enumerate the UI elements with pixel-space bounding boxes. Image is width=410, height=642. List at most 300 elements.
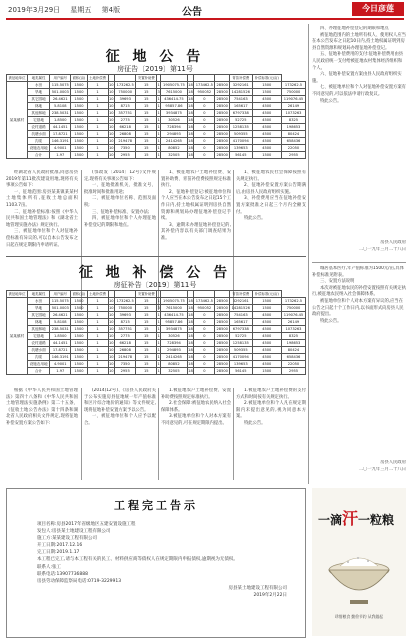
table-cell: 沟渠 [27,138,49,145]
table-cell: 15 [136,110,157,117]
table-header-cell [215,291,230,298]
table-cell: 1 [87,312,108,319]
table-cell: 1 [157,326,160,331]
table-cell: 0 [194,361,215,368]
ad-title-red: 汗 [342,509,359,528]
bowl-illustration [320,536,398,610]
table-cell: 28500 [216,82,228,87]
table-cell: 119076.45 [281,96,305,103]
table-cell: 173462.5 [194,298,215,305]
table-cell: 1 [87,305,108,312]
table-cell: 18 [188,103,193,108]
paragraph: 1.被征地农户土地补偿费的支付方式和时间按有关规定执行。 [236,388,306,400]
ad-title-post: 一粒粮 [358,513,395,527]
table-header-row [7,75,306,82]
table-cell: 18 [188,347,193,352]
table-cell: 18 [188,96,193,101]
paragraph: 被征地范围内的土地所有权人、使用权人应当在本公告发布之日起10日内,持土地权属证明到房县自然资源和规划局办理征地补偿登记。 [312,32,406,51]
table-cell: 2955 [115,152,136,159]
table-cell: 10 [109,131,114,136]
table-cell: 165617 [230,319,253,326]
table-cell: 1 [157,145,160,150]
table-cell: 1 [87,368,108,375]
paragraph: 2、征地补偿登记:被征地单位和个人应当在本公告发布之日起15个工作日内,持土地权属证明到房县自然资源和规划局办理征地补偿登记手续。 [161,189,231,222]
table-cell: 728394 [161,340,188,347]
table-cell: 10 [109,96,114,101]
table-cell: 18 [188,145,193,150]
table-cell: 28500 [216,312,228,317]
notice1-table [6,74,306,159]
table-cell: 28500 [216,305,228,310]
table-cell: 44.1451 [50,124,71,131]
table-cell: 2414265 [161,354,188,361]
table-cell: 水田 [27,82,49,89]
table-cell: 1500 [71,103,87,110]
table-cell: 15 [136,138,157,145]
paragraph: 特此公告。 [244,420,266,426]
table-cell: 1 [157,312,160,317]
paragraph: 城居基本医疗,年产值标准为1500元/亩,具体补偿标准见附表。 [312,266,404,278]
table-row [7,138,306,145]
table-cell: 28500 [216,124,228,129]
table-unit-cell: 某某镇村 [7,298,28,375]
table-cell: 28500 [216,117,228,122]
table-cell: 1500 [71,152,87,159]
table-cell: 26.4621 [50,312,71,319]
table-cell: 509355 [230,131,253,138]
sidebar-top-signature: 房县人民政府 [380,240,406,245]
table-cell: 1 [87,361,108,368]
table-cell: 0 [194,117,215,124]
paragraph: 被征地单位和个人对本方案有异议的,应当在公告之日起十个工作日内,以书面形式向房县人民政府提出。 [312,298,404,318]
table-cell: 沟渠 [27,354,49,361]
table-row [7,347,306,354]
table-cell: 1 [157,152,160,157]
table-cell: 80852 [161,145,188,152]
table-cell: 14281526 [230,89,253,96]
table-cell: 238.5031 [50,326,71,333]
table-row [7,326,306,333]
table-cell: 1 [157,103,160,108]
table-cell: 658436 [281,138,305,145]
table-header-cell [215,75,230,82]
table-cell: 139653 [230,145,253,152]
table-row [7,368,306,375]
table-cell: 0 [194,103,215,110]
table-cell: 139653 [230,361,253,368]
completion-line: 开工日期:2017.12.16 [37,543,83,549]
table-cell: 28500 [216,89,228,94]
table-row [7,340,306,347]
table-cell: 15 [136,131,157,138]
table-cell: 1500 [71,124,87,131]
table-cell: 2414265 [161,138,188,145]
table-cell: 1 [87,347,108,354]
table-cell: 15 [136,82,157,89]
table-cell: 4500 [252,333,281,340]
notice2-column-3 [161,388,231,480]
table-cell: 18 [188,326,193,331]
table-cell: 95857.86 [161,319,188,326]
table-cell: 0 [194,138,215,145]
table-cell: 658436 [281,354,305,361]
table-cell: 1500 [71,131,87,138]
table-cell: 1 [157,347,160,352]
table-cell: 1 [87,103,108,110]
table-cell: 10 [109,312,114,317]
table-cell: 728394 [161,124,188,131]
table-header-cell [194,75,215,82]
table-cell: 18 [188,82,193,87]
paragraph: 一、征地批准机关、批准文号、批准时间和批准用途; [84,183,156,195]
table-cell: 173262.5 [281,298,305,305]
table-cell: 10 [109,305,114,310]
table-cell: 1 [157,131,160,136]
paragraph: 2.社会保障:被征地农民纳入社会保障体系。 [161,401,231,413]
table-cell: 357751 [115,110,136,117]
table-cell: 15 [136,340,157,347]
table-header-cell: 补偿标准(元/亩) [252,291,281,298]
table-header-cell [161,75,188,82]
header-rule [6,18,404,20]
table-cell: 26.4621 [50,96,71,103]
table-cell: 3 [157,305,160,310]
table-cell: 15 [136,361,157,368]
table-cell: 1500 [71,340,87,347]
table-cell: 56145 [230,152,253,159]
sidebar-mid-date: 二〇一九年三月二十八日 [358,467,406,472]
paragraph: (鄂政发〔2014〕12号)文件规定,现将有关事项公告如下: [84,170,156,182]
table-cell: 3292161 [230,298,253,305]
completion-line: 2019年2月22日 [253,592,287,598]
table-cell: 宅基地 [27,117,49,124]
table-cell: 设施农用地 [27,145,49,152]
table-cell: 18 [188,298,193,303]
table-cell: 80852 [161,361,188,368]
table-cell: 15 [136,333,157,340]
table-cell: 0 [194,333,215,340]
table-cell: 18 [188,354,193,359]
table-cell: 39693 [115,96,136,103]
table-cell: 28500 [216,319,228,324]
table-cell: 10 [109,333,114,338]
table-cell: 28500 [216,368,228,373]
table-cell: 4500 [252,96,281,103]
table-cell: 950052 [194,89,215,96]
sidebar-rule [312,262,406,263]
table-cell: 1 [87,89,108,96]
table-cell: 1 [87,145,108,152]
table-cell: 66218 [115,124,136,131]
table-cell: 1 [157,340,160,345]
table-cell: 1 [157,96,160,101]
table-cell: 15 [136,319,157,326]
paragraph: 特此公告。 [244,216,266,222]
table-cell: 146.3191 [50,354,71,361]
notice2-table [6,290,306,375]
table-cell: 4500 [252,361,281,368]
table-cell: 1073263 [281,110,305,117]
table-header-cell: 土地补偿费 [87,291,108,298]
table-cell: 1500 [252,298,281,305]
table-row [7,312,306,319]
table-cell: 26149 [281,319,305,326]
table-cell: 22050 [281,361,305,368]
table-cell: 1500 [71,368,87,375]
table-cell: 15 [136,354,157,361]
table-cell: 1 [157,333,160,338]
notice1-title: 征 地 公 告 [105,49,205,65]
completion-line: 施工方:某某建设工程有限公司 [37,536,98,542]
table-cell: 1 [157,82,160,87]
table-cell: 80424 [281,131,305,138]
table-cell: 1 [87,82,108,89]
table-cell: 10 [109,124,114,129]
paragraph: (2014)12号)、《房县人民政府关于公布实施房县征地统一年产值标准和区片综合地价的通知》等文件规定,现将征地补偿安置方案予以公告。 [84,388,156,413]
table-header-cell: 用户编号 [50,75,71,82]
table-cell: 754163 [230,96,253,103]
table-row [7,89,306,96]
notice-separator [6,256,306,257]
table-cell: 1500 [71,138,87,145]
table-cell: 165617 [230,103,253,110]
paragraph: 三、征地补偿标准、安置办法; [92,209,150,215]
table-row [7,145,306,152]
table-cell: 56145 [230,368,253,375]
table-cell: 28500 [216,361,228,366]
table-cell: 5.8108 [50,319,71,326]
completion-line: 联系人:张工 [37,564,62,570]
table-cell: 0 [194,124,215,131]
table-cell: 宅基地 [27,333,49,340]
table-cell: 4500 [252,124,281,131]
table-cell: 10 [109,138,114,143]
table-cell: 4500 [252,354,281,361]
table-cell: 4170094 [230,354,253,361]
table-cell: 10 [109,361,114,366]
header-meta [8,5,128,15]
table-cell: 1500 [71,82,87,89]
table-cell: 146.3191 [50,138,71,145]
table-cell: 2775 [115,117,136,124]
table-cell: 15 [136,305,157,312]
notice2-subtitle: 房征补告〔2019〕第11号 [113,281,197,289]
table-row [7,117,306,124]
table-cell: 0 [194,110,215,117]
table-cell: 32505 [161,368,188,375]
table-cell: 18 [188,131,193,136]
table-row [7,354,306,361]
paragraph: 3、补偿费用应当在征地补偿安置方案批准之日起三个月内全额支付。 [236,196,306,215]
table-cell: 1500 [71,305,87,312]
table-cell: 4500 [252,326,281,333]
paragraph: 三、安置方法说明 [320,279,355,285]
table-cell: 15 [136,152,157,159]
table-cell: 坑塘水面 [27,347,49,354]
table-row [7,319,306,326]
public-service-ad [312,488,406,636]
table-cell: 950052 [194,305,215,312]
table-row [7,361,306,368]
table-cell: 10 [109,103,114,108]
table-cell: 28500 [216,347,228,352]
paragraph: 3、逾期未办理征地补偿登记的,其补偿内容以有关部门调查结果为准。 [161,222,231,241]
table-cell: 28500 [216,138,228,143]
table-cell: 26149 [281,103,305,110]
table-cell: 28500 [216,145,228,150]
table-cell: 52725 [230,117,253,124]
table-cell: 1 [157,368,160,373]
paragraph: 五、征地补偿费用的支付:征地补偿费用由县人民政府统一支付给被征地农村集体经济组织和个人。 [312,52,404,71]
table-header-cell [161,291,188,298]
table-cell: 15 [136,89,157,96]
table-header-cell: 面积(亩) [72,75,86,80]
table-cell: 10 [109,354,114,359]
table-cell: 39693 [115,312,136,319]
table-cell: 18 [188,312,193,317]
table-cell: 2955 [115,368,136,375]
table-cell: 5.8108 [50,103,71,110]
table-cell: 8715 [115,319,136,326]
table-cell: 1500 [252,368,281,375]
table-cell: 28500 [216,110,228,115]
table-header-cell [115,291,136,298]
table-cell: 0 [194,347,215,354]
table-cell: 22050 [281,145,305,152]
table-header-row [7,291,306,298]
column-divider [158,388,159,480]
table-cell: 其他林地 [27,110,49,117]
table-cell: 509355 [230,347,253,354]
table-cell: 水田 [27,298,49,305]
paragraph: 特此公告。 [320,98,342,104]
table-header-cell [115,75,136,82]
table-cell: 1 [87,96,108,103]
table-cell: 10 [109,319,114,324]
table-row [7,298,306,305]
table-cell: 15 [136,368,157,375]
table-cell: 1905075.75 [161,298,188,305]
paragraph: 2、征地补偿安置方案公告期满后,由房县人民政府组织实施。 [236,183,306,195]
completion-line: 联系电话:13907736888 [37,571,89,577]
table-cell: 95857.86 [161,103,188,110]
table-cell: 294893 [161,347,188,354]
table-header-cell: 地类属性 [27,75,49,82]
table-cell: 1500 [71,354,87,361]
section-title: 公告 [182,7,202,18]
paragraph: 1、被征地农户土地补偿费、安置补助费、青苗补偿费按照规定标准执行。 [161,170,231,189]
notice1-subtitle: 房征告〔2019〕第11号 [117,65,193,73]
completion-line: 项目名称:房县2017年省级地区五建安置设施工程 [37,522,136,527]
table-header-cell: 青苗补偿费 [230,291,253,298]
table-cell: 198653 [281,340,305,347]
table-cell: 0 [194,319,215,326]
completion-notice-body [37,521,287,599]
table-cell: 1258135 [230,340,253,347]
paragraph: 1、被征地农民社会保障按照有关规定执行。 [236,170,306,182]
table-cell: 1 [87,138,108,145]
table-header-cell: 土地补偿费 [87,75,108,82]
table-cell: 15 [136,103,157,110]
table-cell: 设施农用地 [27,361,49,368]
table-cell: 10 [109,145,114,150]
table-cell: 2955 [281,152,305,159]
table-cell: 1 [87,152,108,159]
table-cell: 其它园地 [27,312,49,319]
paragraph: 根据《中华人民共和国土地管理法》第四十八条和《中华人民共和国土地管理法实施条例》第二十五条、《征收土地公告办法》第十四条和湖北省人民政府相关文件规定,现将征地补偿安置方案公告如下: [6,388,78,426]
paragraph: 一、征地范围:房县某某镇某某村土地集体所有,征收土地总面积1103.7亩。 [6,189,78,208]
table-cell: 坑塘水面 [27,131,49,138]
paragraph: 3.被征地单位和个人对本方案有不同意见的,可在规定期限内提出。 [161,414,231,426]
table-cell: 林地 [27,319,49,326]
completion-line: 房县劳动保障监察局电话:0719-3229913 [37,578,122,584]
table-cell: 10 [109,117,114,122]
table-cell: 436414.75 [161,96,188,103]
table-cell: 173262.5 [281,82,305,89]
table-cell: 1500 [71,117,87,124]
table-cell: 28500 [216,354,228,359]
completion-notice-title: 工程完工告示 [114,499,198,512]
table-cell: 10 [109,152,114,157]
table-cell: 10 [109,82,114,87]
table-cell: 119076.45 [281,312,305,319]
table-cell: 44.1451 [50,340,71,347]
table-cell: 10 [109,347,114,352]
table-header-cell: 安置补助费 [136,75,157,82]
paragraph: 1.被征地农户土地补偿费、安置补助费按照规定标准执行。 [161,388,231,400]
table-cell: 1 [87,354,108,361]
table-cell: 52725 [230,333,253,340]
notice2-column-2 [84,388,156,480]
table-cell: 1 [157,361,160,366]
completion-notice [6,488,306,638]
table-cell: 0 [194,145,215,152]
table-cell: 173262.5 [115,82,136,89]
table-cell: 1.97 [50,368,71,375]
table-row [7,131,306,138]
ad-title-pre: 一滴 [318,513,343,527]
table-cell: 219478 [115,354,136,361]
table-cell: 28500 [216,298,228,303]
table-cell: 1500 [71,347,87,354]
table-cell: 林地 [27,103,49,110]
table-cell: 219478 [115,138,136,145]
table-cell: 1500 [252,89,281,96]
table-cell: 32505 [161,152,188,159]
table-row [7,124,306,131]
notice2-title: 征 地 补 偿 公 告 [78,265,232,281]
header-date: 2019年3月29日 [8,6,61,14]
table-cell: 14281526 [230,305,253,312]
table-cell: 4500 [252,319,281,326]
table-cell: 173262.5 [115,298,136,305]
table-cell: 28500 [216,333,228,338]
table-cell: 1500 [71,326,87,333]
table-cell: 501.0003 [50,305,71,312]
table-cell: 1 [87,333,108,340]
table-cell: 28500 [216,326,228,331]
table-cell: 10 [109,89,114,94]
table-cell: 18 [188,368,193,373]
table-cell: 1500 [71,319,87,326]
table-cell: 1 [87,124,108,131]
table-header-cell [194,291,215,298]
table-cell: 1500 [252,82,281,89]
table-cell: 7350 [115,361,136,368]
table-cell: 18 [188,110,193,115]
table-cell: 3934875 [161,110,188,117]
table-cell: 18 [188,333,193,338]
